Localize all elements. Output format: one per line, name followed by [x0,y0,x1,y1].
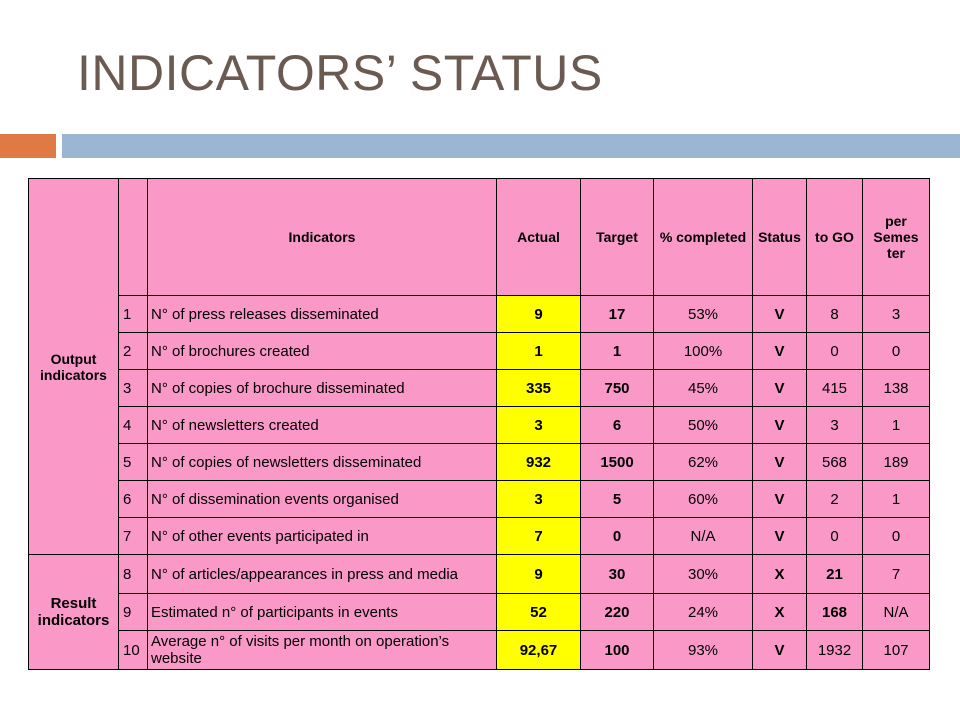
percent-completed: N/A [654,518,753,555]
category-output: Output indicators [29,179,119,555]
to-go-value: 2 [807,481,863,518]
per-semester-value: 1 [863,407,930,444]
status-value: V [753,370,807,407]
row-number: 10 [119,631,148,670]
indicator-name: N° of brochures created [148,333,497,370]
target-value: 1 [581,333,654,370]
status-value: V [753,518,807,555]
per-semester-value: 0 [863,333,930,370]
indicator-name: N° of articles/appearances in press and media [148,555,497,594]
indicator-name: Average n° of visits per month on operation’s website [148,631,497,670]
target-value: 0 [581,518,654,555]
per-semester-value: 107 [863,631,930,670]
header-per-semester: per Semes ter [863,179,930,296]
percent-completed: 30% [654,555,753,594]
to-go-value: 21 [807,555,863,594]
table-row [29,444,930,481]
actual-value: 1 [497,333,581,370]
table-row [29,370,930,407]
target-value: 30 [581,555,654,594]
actual-value: 335 [497,370,581,407]
header-target: Target [581,179,654,296]
actual-value: 9 [497,555,581,594]
per-semester-value: 3 [863,296,930,333]
indicator-name: N° of newsletters created [148,407,497,444]
target-value: 220 [581,594,654,631]
status-value: V [753,333,807,370]
to-go-value: 1932 [807,631,863,670]
header-actual: Actual [497,179,581,296]
row-number: 1 [119,296,148,333]
actual-value: 3 [497,407,581,444]
indicator-name: N° of dissemination events organised [148,481,497,518]
accent-bar-orange [0,134,56,158]
table-row [29,518,930,555]
row-number: 6 [119,481,148,518]
percent-completed: 45% [654,370,753,407]
target-value: 750 [581,370,654,407]
page-title: INDICATORS’ STATUS [77,45,603,101]
actual-value: 9 [497,296,581,333]
status-value: X [753,594,807,631]
indicators-table [28,178,930,670]
status-value: X [753,555,807,594]
percent-completed: 100% [654,333,753,370]
row-number: 2 [119,333,148,370]
actual-value: 52 [497,594,581,631]
actual-value: 932 [497,444,581,481]
per-semester-value: 189 [863,444,930,481]
percent-completed: 93% [654,631,753,670]
per-semester-value: N/A [863,594,930,631]
actual-value: 3 [497,481,581,518]
category-result: Result indicators [29,555,119,670]
status-value: V [753,296,807,333]
row-number: 5 [119,444,148,481]
row-number: 9 [119,594,148,631]
actual-value: 7 [497,518,581,555]
header-status: Status [753,179,807,296]
row-number: 7 [119,518,148,555]
status-value: V [753,444,807,481]
table-row [29,296,930,333]
table-row [29,333,930,370]
row-number: 4 [119,407,148,444]
row-number: 3 [119,370,148,407]
to-go-value: 0 [807,518,863,555]
to-go-value: 0 [807,333,863,370]
percent-completed: 50% [654,407,753,444]
indicator-name: N° of press releases disseminated [148,296,497,333]
status-value: V [753,631,807,670]
percent-completed: 62% [654,444,753,481]
percent-completed: 60% [654,481,753,518]
to-go-value: 568 [807,444,863,481]
header-indicators: Indicators [148,179,497,296]
table-row [29,407,930,444]
indicator-name: N° of copies of newsletters disseminated [148,444,497,481]
per-semester-value: 138 [863,370,930,407]
indicator-name: N° of copies of brochure disseminated [148,370,497,407]
percent-completed: 53% [654,296,753,333]
table-row [29,481,930,518]
to-go-value: 168 [807,594,863,631]
table-row [29,555,930,594]
accent-bar-blue [62,134,960,158]
percent-completed: 24% [654,594,753,631]
per-semester-value: 0 [863,518,930,555]
status-value: V [753,481,807,518]
indicator-name: Estimated n° of participants in events [148,594,497,631]
table-row [29,594,930,631]
to-go-value: 8 [807,296,863,333]
header-number [119,179,148,296]
header-completed: % completed [654,179,753,296]
per-semester-value: 7 [863,555,930,594]
target-value: 100 [581,631,654,670]
target-value: 5 [581,481,654,518]
row-number: 8 [119,555,148,594]
header-to-go: to GO [807,179,863,296]
target-value: 6 [581,407,654,444]
status-value: V [753,407,807,444]
table-row [29,631,930,670]
to-go-value: 415 [807,370,863,407]
per-semester-value: 1 [863,481,930,518]
to-go-value: 3 [807,407,863,444]
target-value: 17 [581,296,654,333]
indicator-name: N° of other events participated in [148,518,497,555]
actual-value: 92,67 [497,631,581,670]
table-header-row [29,179,930,296]
target-value: 1500 [581,444,654,481]
